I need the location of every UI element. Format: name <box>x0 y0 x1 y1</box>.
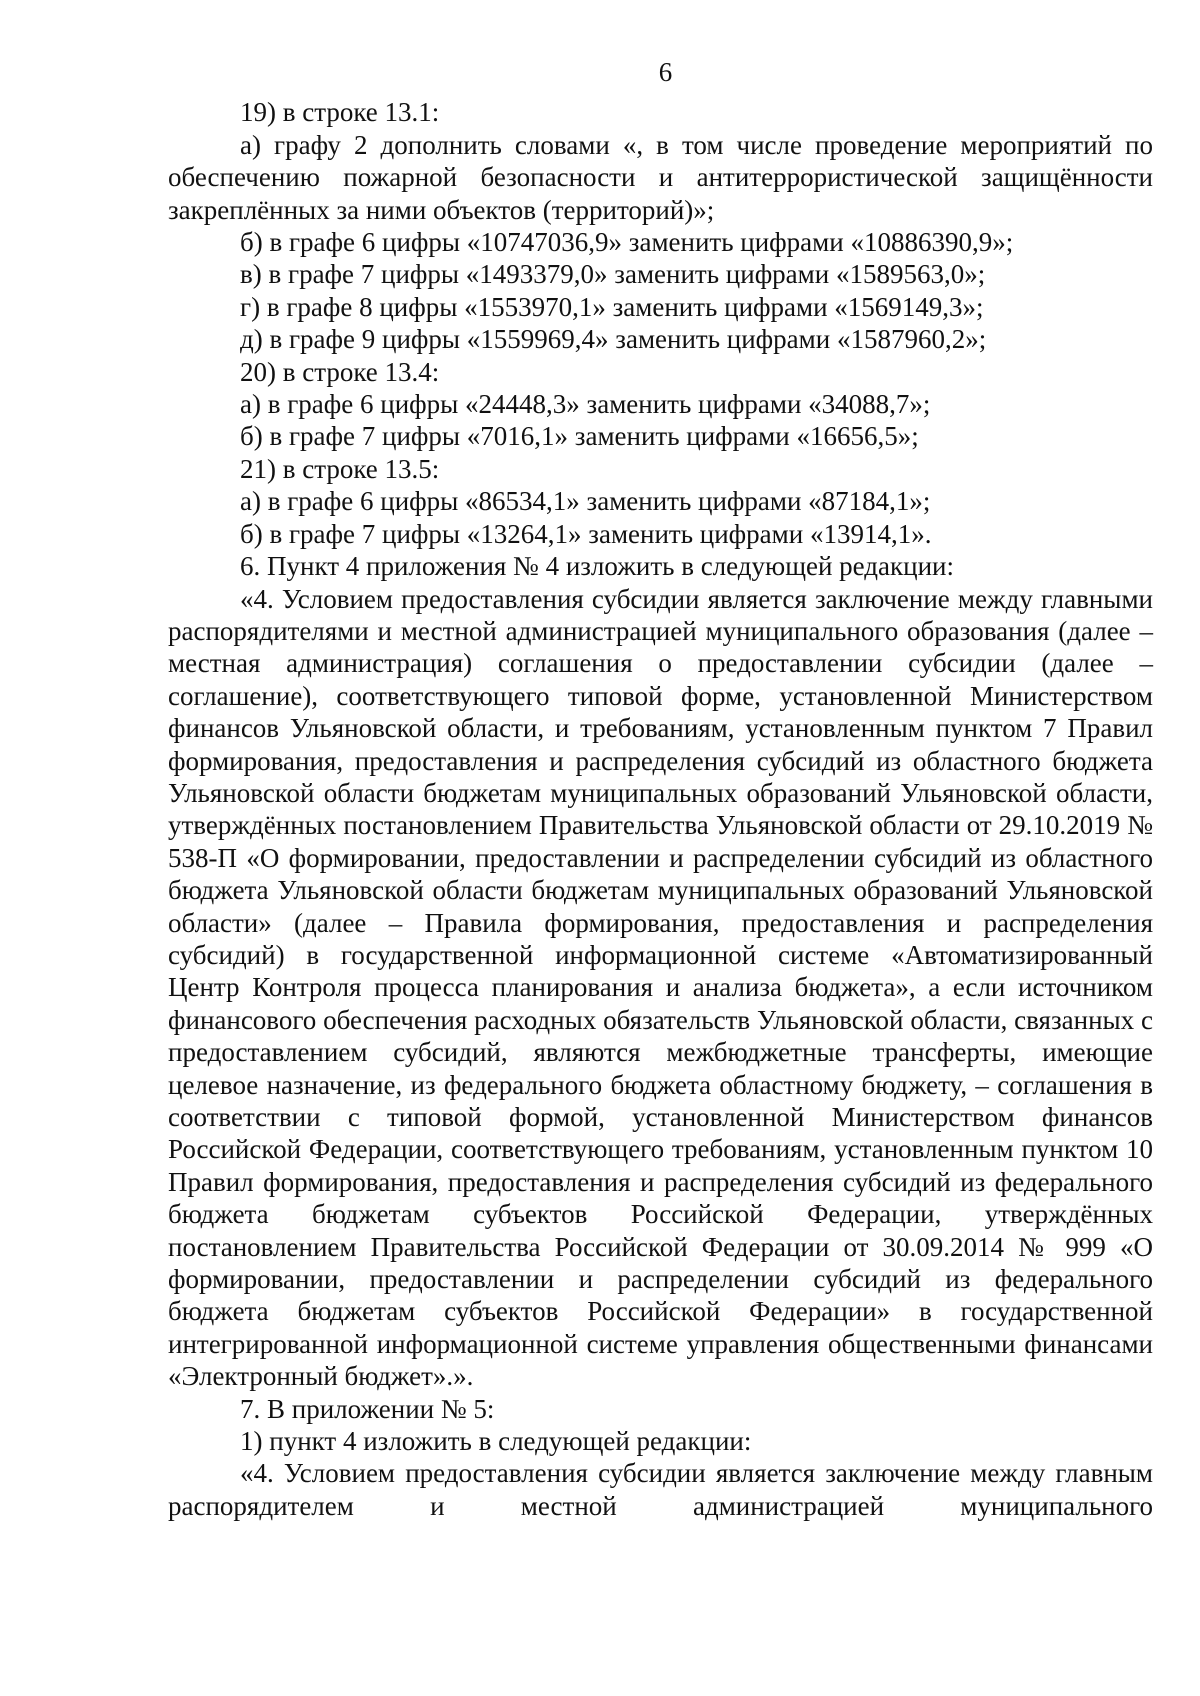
paragraph-item-19v: в) в графе 7 цифры «1493379,0» заменить цифрами «1589563,0»; <box>240 259 986 290</box>
paragraph-item-20: 20) в строке 13.4: <box>240 356 440 387</box>
paragraph-clause-4-appendix-4: «4. Условием предоставления субсидии является заключение между главными распорядителями и местной администрацией муниципального образования (далее – местная администрация) соглашения о предоставлении субсидии (далее – соглашение), соответствующего типовой форме, установленной Министерством финансов Ульяновской области, и требованиям, установленным пунктом 7 Правил формирования, предоставления и распределения субсидий из областного бюджета Ульяновской области бюджетам муниципальных образований Ульяновской области, утверждённых постановлением Правительства Ульяновской области от 29.10.2019 № 538-П «О формировании, предоставлении и распределении субсидий из областного бюджета Ульяновской области бюджетам муниципальных образований Ульяновской области» (далее – Правила формирования, предоставления и распределения субсидий) в государственной информационной системе «Автоматизированный Центр Контроля процесса планирования и анализа бюджета», а если источником финансового обеспечения расходных обязательств Ульяновской области, связанных с предоставлением субсидий, являются межбюджетные трансферты, имеющие целевое назначение, из федерального бюджета областному бюджету, – соглашения в соответствии с типовой формой, установленной Министерством финансов Российской Федерации, соответствующего требованиям, установленным пунктом 10 Правил формирования, предоставления и распределения субсидий из федерального бюджета бюджетам субъектов Российской Федерации, утверждённых постановлением Правительства Российской Федерации от 30.09.2014 № 999 «О формировании, предоставлении и распределении субсидий из федерального бюджета бюджетам субъектов Российской Федерации» в государственной интегрированной информационной системе управления общественными финансами «Электронный бюджет».». <box>168 583 1153 1392</box>
paragraph-clause-4-appendix-5: «4. Условием предоставления субсидии является заключение между главным распорядителем и местной администрацией муниципального <box>168 1458 1153 1521</box>
paragraph-item-19: 19) в строке 13.1: <box>240 97 440 128</box>
paragraph-section-6: 6. Пункт 4 приложения № 4 изложить в следующей редакции: <box>240 551 954 582</box>
paragraph-item-19b: б) в графе 6 цифры «10747036,9» заменить цифрами «10886390,9»; <box>240 227 1014 258</box>
paragraph-item-20a: а) в графе 6 цифры «24448,3» заменить цифрами «34088,7»; <box>240 389 931 420</box>
paragraph-item-20b: б) в графе 7 цифры «7016,1» заменить цифрами «16656,5»; <box>240 421 919 452</box>
paragraph-item-21: 21) в строке 13.5: <box>240 453 440 484</box>
paragraph-item-21a: а) в графе 6 цифры «86534,1» заменить цифрами «87184,1»; <box>240 486 931 517</box>
paragraph-item-19g: г) в графе 8 цифры «1553970,1» заменить цифрами «1569149,3»; <box>240 291 984 322</box>
page-number: 6 <box>658 57 673 87</box>
paragraph-item-19a: а) графу 2 дополнить словами «, в том числе проведение мероприятий по обеспечению пожарной безопасности и антитеррористической защищённости закреплённых за ними объектов (территорий)»; <box>168 129 1153 225</box>
paragraph-item-21b: б) в графе 7 цифры «13264,1» заменить цифрами «13914,1». <box>240 518 932 549</box>
paragraph-item-7-1: 1) пункт 4 изложить в следующей редакции: <box>240 1426 752 1457</box>
paragraph-item-19d: д) в графе 9 цифры «1559969,4» заменить цифрами «1587960,2»; <box>240 324 987 355</box>
document-page <box>168 56 1153 1522</box>
paragraph-section-7: 7. В приложении № 5: <box>240 1393 495 1424</box>
